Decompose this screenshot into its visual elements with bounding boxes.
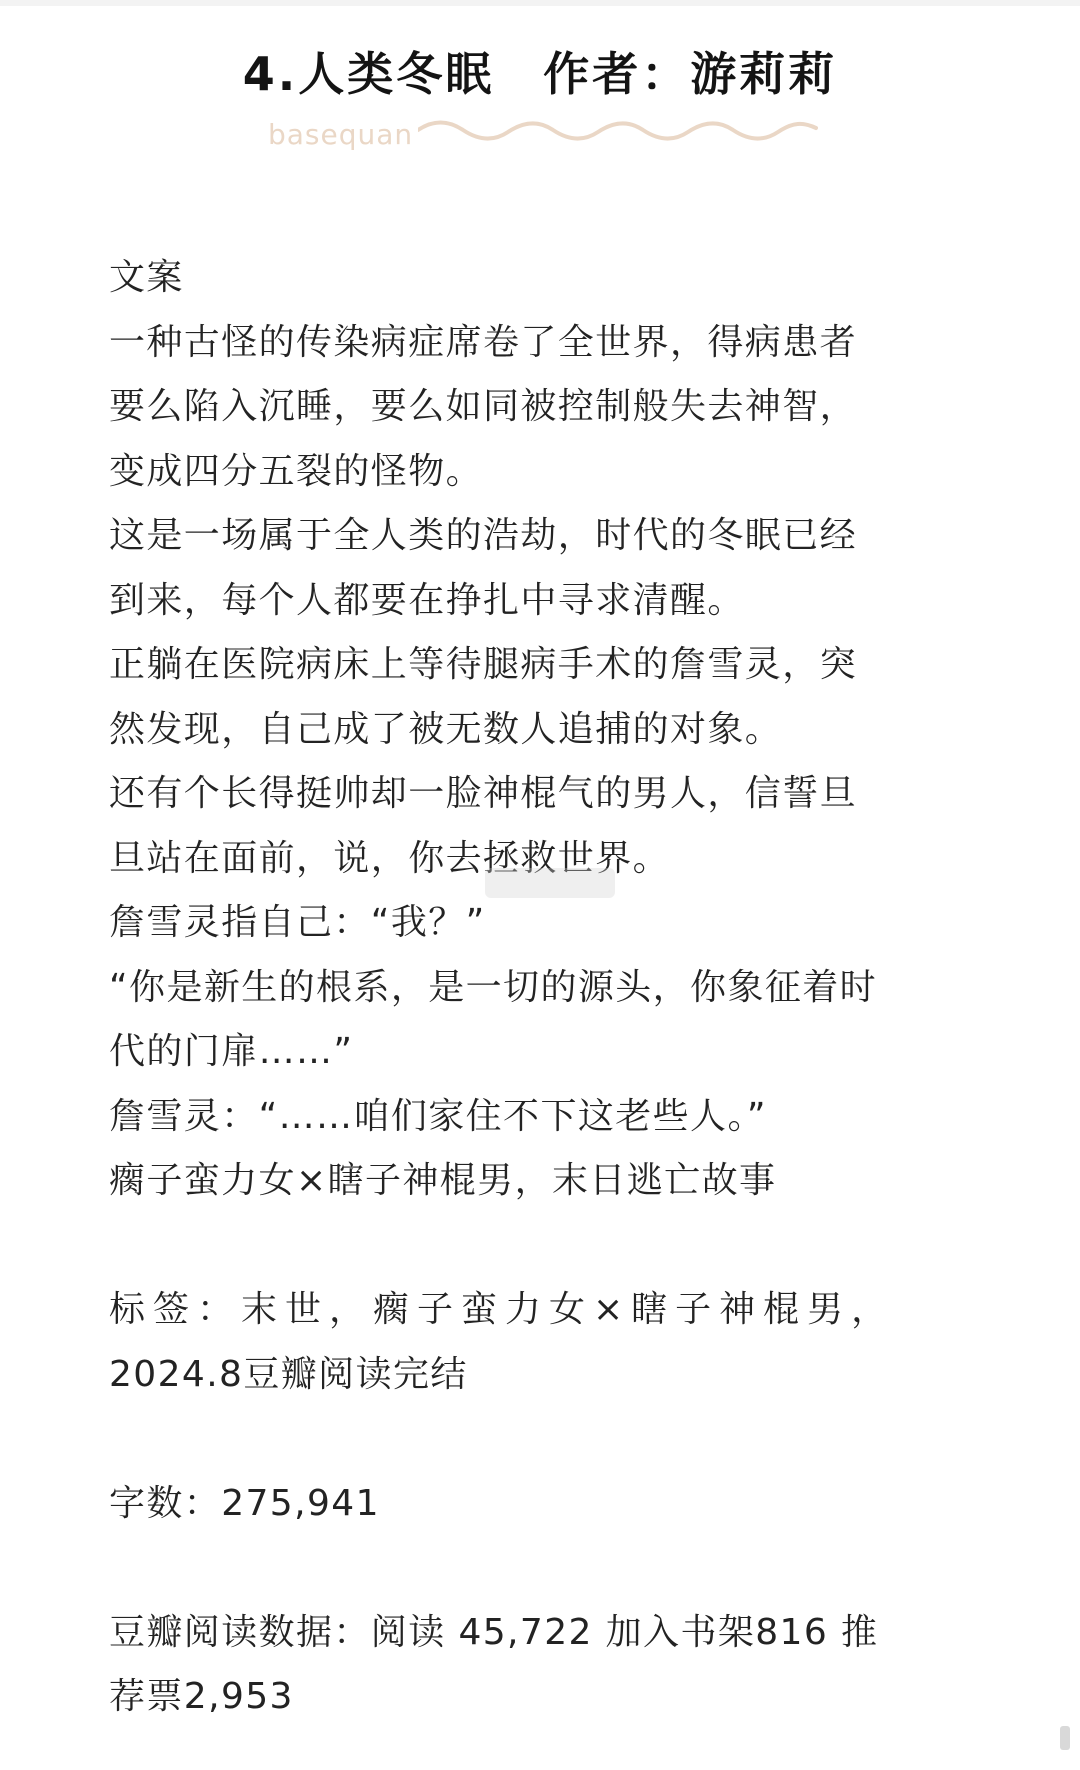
synopsis-line: 詹雪灵：“……咱们家住不下这老些人。” bbox=[109, 1095, 767, 1137]
synopsis-line: 正躺在医院病床上等待腿病手术的詹雪灵，突 bbox=[109, 644, 858, 685]
synopsis-line: 旦站在面前，说，你去拯救世界。 bbox=[109, 837, 671, 879]
douban-stats: 豆瓣阅读数据：阅读 45,722 加入书架816 推 bbox=[109, 1611, 879, 1653]
watermark bbox=[268, 112, 828, 158]
wave-divider-icon bbox=[418, 118, 818, 152]
douban-stats-cont: 荐票2,953 bbox=[109, 1676, 294, 1717]
book-info bbox=[109, 246, 979, 1730]
spacer bbox=[109, 1214, 979, 1279]
tags-line-completion: 2024.8豆瓣阅读完结 bbox=[109, 1353, 468, 1395]
image-overlay bbox=[485, 868, 615, 898]
spacer bbox=[109, 1536, 979, 1601]
synopsis-line: 到来，每个人都要在挣扎中寻求清醒。 bbox=[109, 579, 745, 621]
scrollbar-thumb[interactable] bbox=[1060, 1726, 1070, 1750]
synopsis-line: 然发现，自己成了被无数人追捕的对象。 bbox=[109, 708, 783, 750]
synopsis-line: 一种古怪的传染病症席卷了全世界，得病患者 bbox=[109, 321, 858, 363]
synopsis-line: 还有个长得挺帅却一脸神棍气的男人，信誓旦 bbox=[109, 773, 858, 814]
spacer bbox=[109, 1407, 979, 1472]
synopsis-line: 瘸子蛮力女×瞎子神棍男，末日逃亡故事 bbox=[109, 1160, 777, 1201]
page-title: 4.人类冬眠 作者：游莉莉 bbox=[242, 47, 838, 101]
synopsis-line: 这是一场属于全人类的浩劫，时代的冬眠已经 bbox=[109, 515, 858, 556]
synopsis-line: 詹雪灵指自己：“我？” bbox=[109, 902, 486, 943]
word-count: 字数：275,941 bbox=[109, 1482, 380, 1524]
synopsis-heading: 文案 bbox=[109, 257, 184, 298]
synopsis-line: 变成四分五裂的怪物。 bbox=[109, 450, 484, 492]
watermark-text: basequan bbox=[268, 118, 414, 151]
synopsis-line: 代的门扉……” bbox=[109, 1031, 354, 1072]
tags-line: 标签：末世，瘸子蛮力女×瞎子神棍男， bbox=[109, 1289, 896, 1330]
synopsis-line: 要么陷入沉睡，要么如同被控制般失去神智， bbox=[109, 386, 858, 427]
top-edge bbox=[0, 0, 1080, 6]
synopsis-line: “你是新生的根系，是一切的源头，你象征着时 bbox=[109, 966, 878, 1008]
